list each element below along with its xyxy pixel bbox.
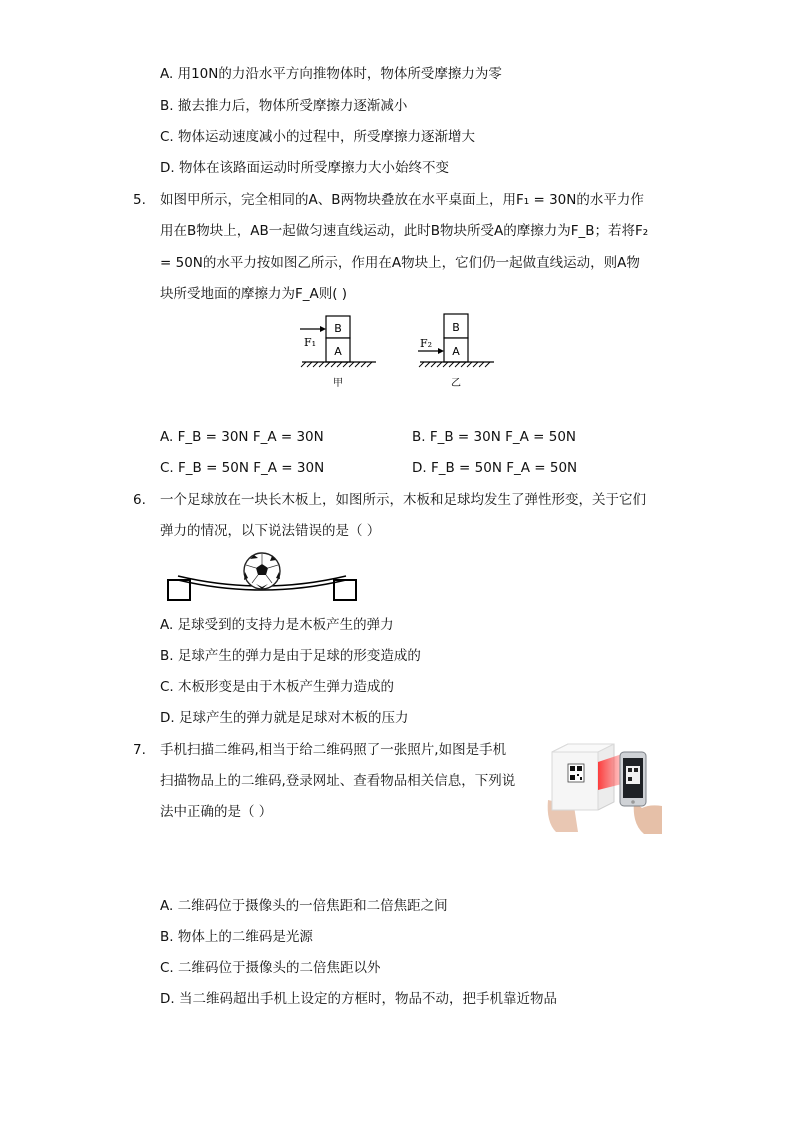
q5-option-b: B. F_B = 30N F_A = 50N xyxy=(412,429,577,445)
q6-stem-line-1: 一个足球放在一块长木板上，如图所示，木板和足球均发生了弹性形变，关于它们 xyxy=(160,492,646,508)
q6-option-a: A. 足球受到的支持力是木板产生的弹力 xyxy=(160,617,394,633)
q5-stem-line-2: 用在B物块上，AB一起做匀速直线运动，此时B物块所受A的摩擦力为F_B；若将F₂ xyxy=(160,223,649,239)
q7-figure-phone-scanning-qr xyxy=(546,740,662,836)
q6-option-c: C. 木板形变是由于木板产生弹力造成的 xyxy=(160,679,395,695)
q7-option-d: D. 当二维码超出手机上设定的方框时，物品不动，把手机靠近物品 xyxy=(160,991,557,1007)
q5-figure xyxy=(296,310,506,394)
block-a-left-label: A xyxy=(334,345,342,358)
q6-figure-football-on-board xyxy=(164,550,364,606)
q7-stem-line-3: 法中正确的是（ ） xyxy=(160,804,273,820)
force-arrowhead-f1 xyxy=(320,326,326,332)
caption-jia: 甲 xyxy=(333,378,343,389)
block-a-right-label: A xyxy=(452,345,460,358)
q7-option-b: B. 物体上的二维码是光源 xyxy=(160,929,313,945)
q7-stem-line-1: 手机扫描二维码,相当于给二维码照了一张照片,如图是手机 xyxy=(160,742,507,758)
q5-option-a: A. F_B = 30N F_A = 30N xyxy=(160,429,324,445)
force-arrowhead-f2 xyxy=(438,348,444,354)
ground-hatch-left xyxy=(301,362,372,367)
block-b-left-label: B xyxy=(334,322,342,335)
q4-option-a: A. 用10N的力沿水平方向推物体时，物体所受摩擦力为零 xyxy=(160,66,502,82)
q7-option-a: A. 二维码位于摄像头的一倍焦距和二倍焦距之间 xyxy=(160,898,448,914)
q4-option-b: B. 撤去推力后，物体所受摩擦力逐渐减小 xyxy=(160,98,408,114)
q6-stem-line-2: 弹力的情况，以下说法错误的是（ ） xyxy=(160,523,381,539)
q5-stem-line-1: 如图甲所示，完全相同的A、B两物块叠放在水平桌面上，用F₁ = 30N的水平力作 xyxy=(160,192,644,208)
q5-number: 5. xyxy=(133,192,146,208)
ground-hatch-right xyxy=(419,362,490,367)
q7-option-c: C. 二维码位于摄像头的二倍焦距以外 xyxy=(160,960,381,976)
caption-yi: 乙 xyxy=(451,378,461,389)
q6-option-d: D. 足球产生的弹力就是足球对木板的压力 xyxy=(160,710,409,726)
football-icon xyxy=(244,553,280,589)
q5-stem-line-3: = 50N的水平力按如图乙所示，作用在A物块上，它们仍一起做直线运动，则A物 xyxy=(160,255,640,271)
left-support xyxy=(168,580,190,600)
q5-option-c: C. F_B = 50N F_A = 30N xyxy=(160,460,325,476)
q6-number: 6. xyxy=(133,492,146,508)
q5-figure-left xyxy=(300,316,376,389)
q5-stem-line-4: 块所受地面的摩擦力为F_A则( ) xyxy=(160,286,348,302)
force-label-f2: F₂ xyxy=(420,337,433,350)
block-b-right-label: B xyxy=(452,321,460,334)
q7-stem-line-2: 扫描物品上的二维码,登录网址、查看物品相关信息，下列说 xyxy=(160,773,516,789)
smartphone-icon xyxy=(620,752,646,806)
q5-figure-right xyxy=(418,314,494,389)
q7-number: 7. xyxy=(133,742,146,758)
q5-option-d: D. F_B = 50N F_A = 50N xyxy=(412,460,578,476)
right-support xyxy=(334,580,356,600)
q4-option-c: C. 物体运动速度减小的过程中，所受摩擦力逐渐增大 xyxy=(160,129,476,145)
q4-option-d: D. 物体在该路面运动时所受摩擦力大小始终不变 xyxy=(160,160,449,176)
force-label-f1: F₁ xyxy=(304,336,317,349)
q6-option-b: B. 足球产生的弹力是由于足球的形变造成的 xyxy=(160,648,421,664)
qr-code-icon xyxy=(568,764,584,782)
